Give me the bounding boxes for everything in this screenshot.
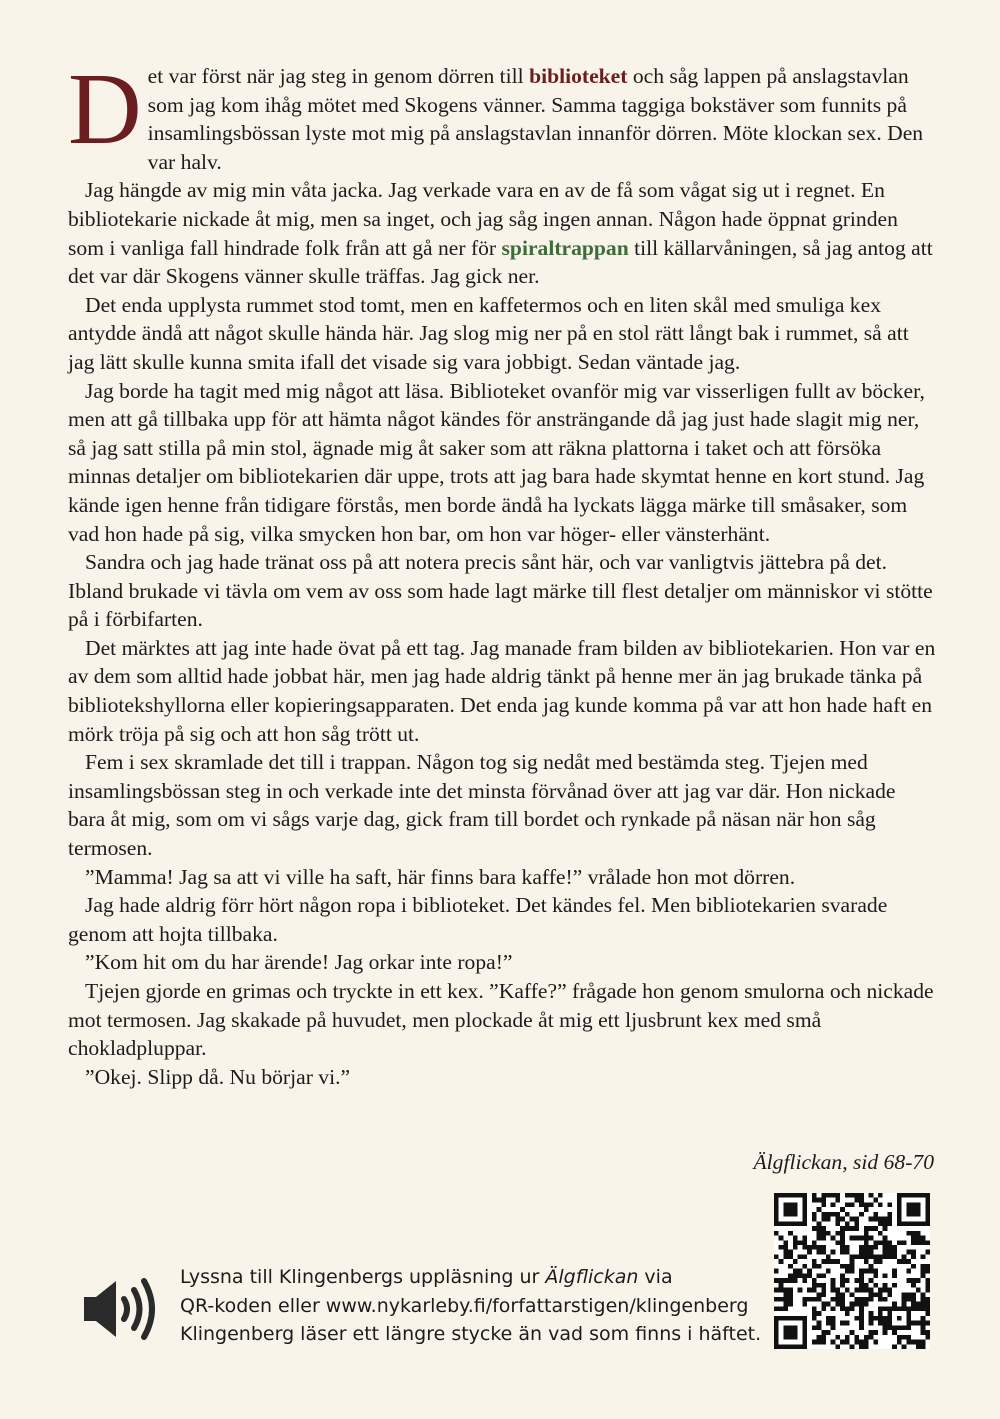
paragraph: [68, 1063, 936, 1092]
text-run: till källarvåningen, så jag antog att det var där Skogens vänner skulle träffas. Jag gick ner.: [68, 235, 933, 289]
drop-cap: D: [68, 53, 142, 166]
text-run: Det enda upplysta rummet stod tomt, men en kaffetermos och en liten skål med smuliga kex antydde ändå att något skulle hända här. Jag slog mig ner på en stol rätt långt bak i rummet, så att jag lätt skulle kunna smita ifall det visade sig vara jobbigt. Sedan väntade jag.: [68, 292, 909, 374]
paragraph: [68, 377, 936, 549]
paragraph: [68, 291, 936, 377]
highlight-word: biblioteket: [529, 64, 628, 88]
speaker-icon[interactable]: [82, 1275, 160, 1343]
audio-info: [180, 1263, 780, 1349]
audio-line-2[interactable]: QR-koden eller www.nykarleby.fi/forfattarstigen/klingenberg: [180, 1294, 749, 1317]
paragraph: [68, 548, 936, 634]
qr-code[interactable]: [774, 1193, 930, 1349]
text-run: ”Okej. Slipp då. Nu börjar vi.”: [85, 1064, 351, 1089]
text-run: Jag hängde av mig min våta jacka. Jag verkade vara en av de få som vågat sig ut i regnet. En bibliotekarie nickade åt mig, men sa inget, och jag såg ingen annan. Någon hade öppnat grinden som i vanliga fall hindrade folk från att gå ner för: [68, 178, 898, 260]
text-run: ”Mamma! Jag sa att vi ville ha saft, här finns bara kaffe!” vrålade hon mot dörren.: [85, 864, 796, 889]
text-run: Sandra och jag hade tränat oss på att notera precis sånt här, och var vanligtvis jättebra på det. Ibland brukade vi tävla om vem av oss som hade lagt märke till flest detaljer om människor vi stötte på i förbifarten.: [68, 550, 933, 632]
paragraph: [68, 891, 936, 948]
paragraph: [68, 748, 936, 862]
audio-line-3: Klingenberg läser ett längre stycke än vad som finns i häftet.: [180, 1323, 762, 1345]
paragraph: [68, 176, 936, 290]
highlight-word: spiraltrappan: [501, 235, 629, 260]
text-run: Jag hade aldrig förr hört någon ropa i biblioteket. Det kändes fel. Men bibliotekarien svarade genom att hojta tillbaka.: [68, 893, 888, 946]
text-run: ”Kom hit om du har ärende! Jag orkar inte ropa!”: [85, 950, 513, 975]
audio-line-1: Lyssna till Klingenbergs uppläsning ur Älgflickan via: [180, 1266, 673, 1288]
paragraph: [68, 53, 936, 176]
paragraph: [68, 977, 936, 1063]
text-run: Det märktes att jag inte hade övat på ett tag. Jag manade fram bilden av bibliotekarien. Hon var en av dem som alltid hade jobbat här, men jag hade aldrig tänkt på henne mer än jag brukade tänka på bibliotekshyllorna eller kopieringsapparaten. Det enda jag kunde komma på var att hon hade haft en mörk tröja på sig och att hon såg trött ut.: [68, 635, 936, 746]
text-run: och såg lappen på anslagstavlan som jag kom ihåg mötet med Skogens vänner. Samma taggiga bokstäver som funnits på insamlingsbössan lyste mot mig på anslagstavlan innanför dörren. Möte klockan sex. Den var halv.: [147, 64, 924, 174]
paragraph: [68, 948, 936, 977]
book-title: Älgflickan: [545, 1266, 639, 1288]
paragraph: [68, 863, 936, 892]
citation: Älgflickan, sid 68-70: [753, 1150, 934, 1174]
text-run: Jag borde ha tagit med mig något att läsa. Biblioteket ovanför mig var visserligen fullt av böcker, men att gå tillbaka upp för att hämta något kändes för ansträngande då jag just hade slagit mig ner, så jag satt stilla på min stol, ägnade mig åt saker som att räkna plattorna i taket och att försöka minnas detaljer om bibliotekarien där uppe, trots att jag bara hade skymtat henne en kort stund. Jag kände igen henne från tidigare förstås, men borde ändå ha lyckats lägga märke till småsaker, som vad hon hade på sig, vilka smycken hon bar, om hon var höger- eller vänsterhänt.: [68, 378, 925, 546]
story-text: [68, 53, 936, 1091]
paragraph: [68, 634, 936, 748]
text-run: Tjejen gjorde en grimas och tryckte in ett kex. ”Kaffe?” frågade hon genom smulorna och nickade mot termosen. Jag skakade på huvudet, men plockade åt mig ett ljusbrunt kex med små chokladpluppar.: [68, 979, 934, 1061]
text-run: Fem i sex skramlade det till i trappan. Någon tog sig nedåt med bestämda steg. Tjejen med insamlingsbössan steg in och verkade inte det minsta förvånad över att jag var där. Hon nickade bara åt mig, som om vi sågs varje dag, gick fram till bordet och rynkade på näsan när hon såg termosen.: [68, 750, 896, 861]
text-run: et var först när jag steg in genom dörren till: [147, 64, 530, 88]
